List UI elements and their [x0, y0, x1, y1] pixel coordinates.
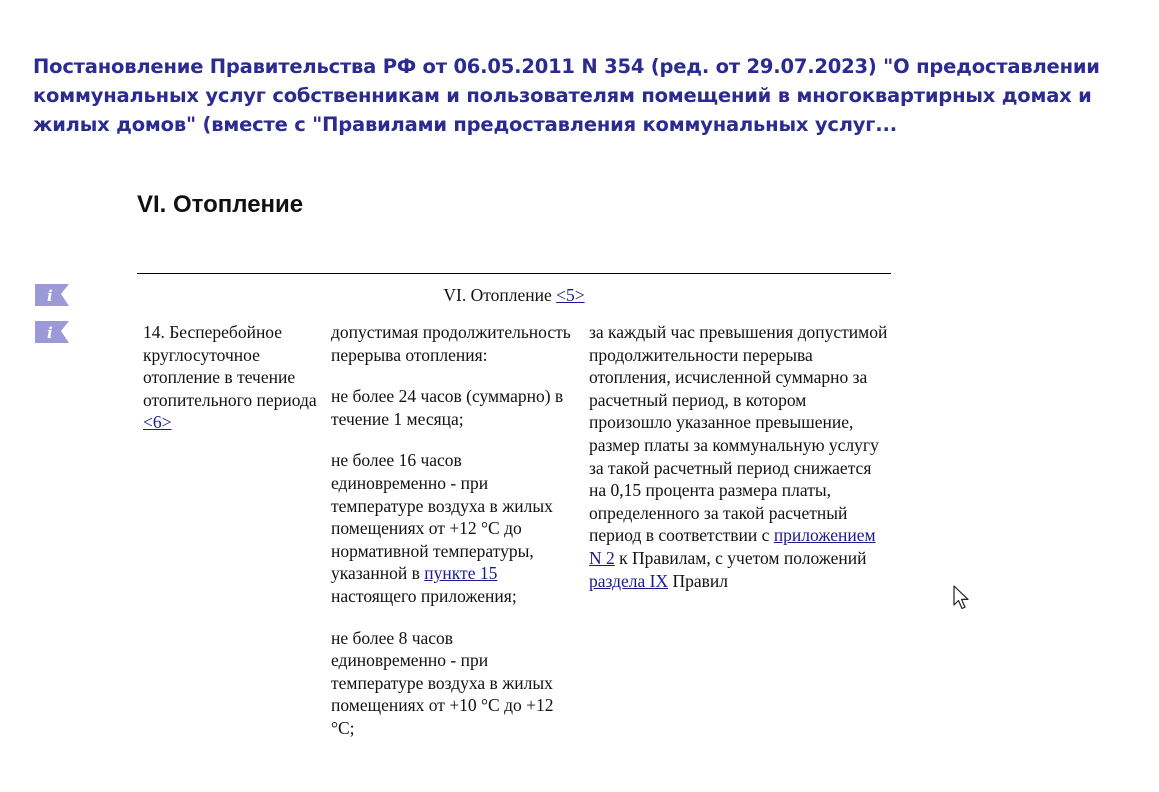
section-heading: VI. Отопление	[137, 191, 304, 218]
table-top-rule	[137, 273, 891, 274]
requirement-16h-tail: настоящего приложения;	[331, 585, 517, 606]
requirement-16h-text: не более 16 часов единовременно - при температуре воздуха в жилых помещениях от +12 °C до нормативной температуры, указанной в	[331, 450, 553, 584]
footnote-link-6[interactable]: <6>	[143, 412, 172, 433]
table-cell-requirements	[331, 321, 571, 759]
info-icon-glyph: i	[47, 324, 53, 342]
info-icon-glyph: i	[47, 287, 53, 305]
table-caption-text: VI. Отопление	[443, 285, 557, 305]
table-cell-service	[143, 321, 323, 453]
service-description: 14. Бесперебойное круглосуточное отопление в течение отопительного периода	[143, 322, 317, 410]
document-title[interactable]: Постановление Правительства РФ от 06.05.2011 N 354 (ред. от 29.07.2023) "О предоставлении коммунальных услуг собственникам и пользователям помещений в многоквартирных домах и жилых домов" (вместе с "Правилами предоставления коммунальных услуг...	[33, 55, 1100, 136]
footnote-link-5[interactable]: <5>	[556, 285, 585, 305]
penalty-text-end: Правил	[668, 570, 729, 591]
mouse-pointer-icon	[953, 585, 971, 611]
info-icon[interactable]	[33, 321, 69, 347]
table-cell-penalty	[589, 321, 889, 611]
requirement-24h: не более 24 часов (суммарно) в течение 1 месяца;	[331, 386, 564, 429]
link-razdel-9[interactable]: раздела IX	[589, 570, 669, 591]
info-icon[interactable]	[33, 284, 69, 310]
table-caption	[137, 284, 891, 306]
penalty-text: за каждый час превышения допустимой продолжительности перерыва отопления, исчисленной суммарно за расчетный период, в котором произошло указанное превышение, размер платы за коммунальную услугу за такой расчетный период снижается на 0,15 процента размера платы, определенного за такой расчетный период в соответствии с	[589, 322, 888, 546]
link-punkt-15[interactable]: пункте 15	[424, 563, 498, 584]
requirement-8h: не более 8 часов единовременно - при температуре воздуха в жилых помещениях от +10 °C до +12 °C;	[331, 627, 554, 738]
requirement-intro: допустимая продолжительность перерыва отопления:	[331, 322, 571, 365]
link-prilozhenie-2[interactable]: приложением N 2	[589, 525, 876, 568]
penalty-text-mid: к Правилам, с учетом положений	[614, 547, 867, 568]
requirement-16h	[331, 449, 571, 607]
